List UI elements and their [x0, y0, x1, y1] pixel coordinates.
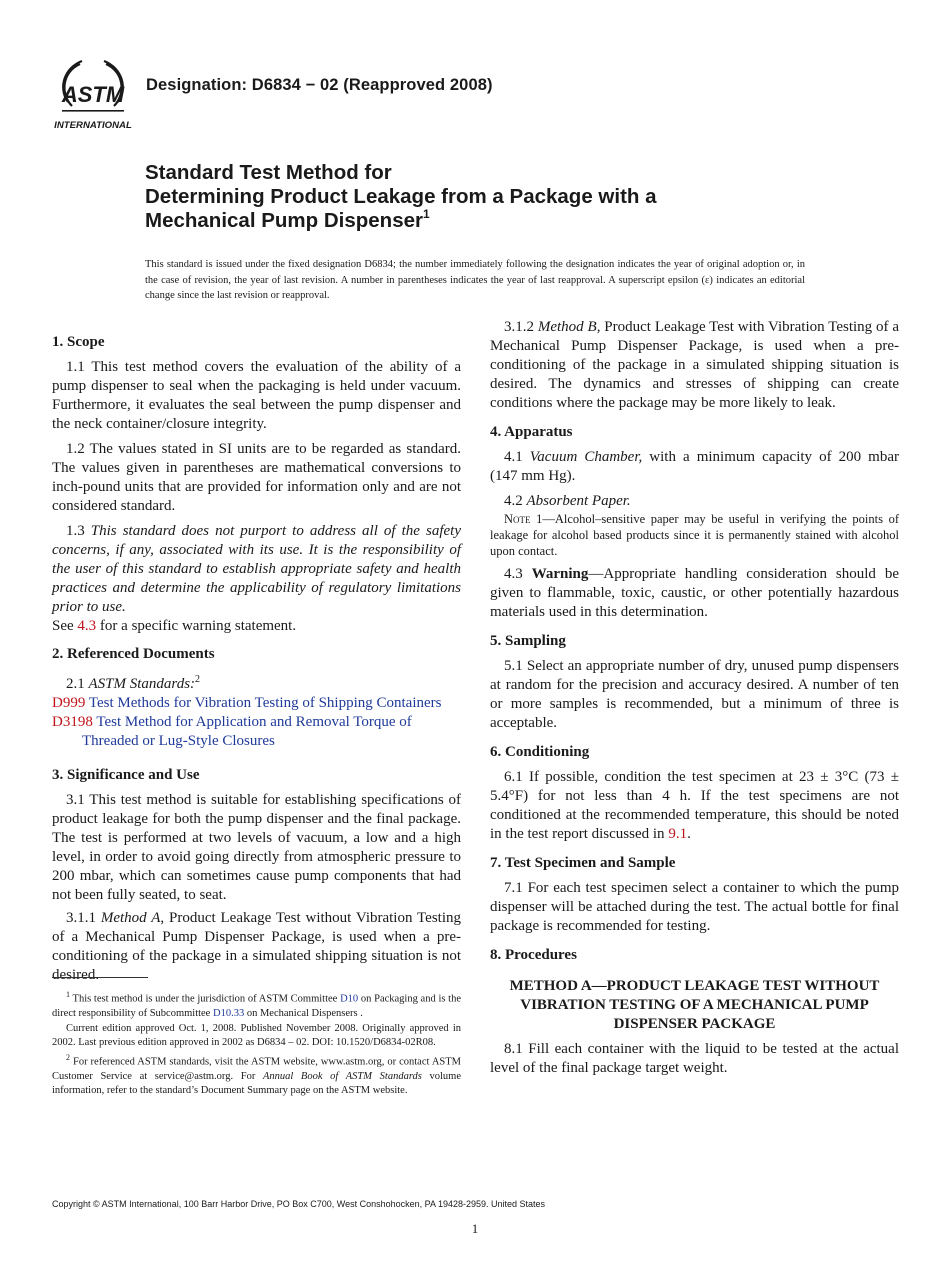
paragraph-3-1-2-method: Method B — [537, 319, 597, 335]
footnote-2-mark: 2 — [66, 1052, 70, 1062]
paragraph-4-3 — [490, 565, 899, 622]
footnote-1 — [52, 988, 461, 1022]
reference-d3198-title[interactable]: Test Method for Application and Removal Torque of Threaded or Lug-Style Closures — [82, 714, 412, 749]
astm-logo — [52, 56, 134, 134]
paragraph-3-1-2-text: , Product Leakage Test with Vibration Testing of a Mechanical Pump Dispenser Package, is used when a pre-conditioning of the package in a simulated shipping situation is desired. The dynamics and stresses of shipping can create conditions where the package may be more likely to leak. — [490, 319, 900, 411]
paragraph-4-3-num: 4.3 — [504, 566, 532, 582]
title-line-1: Standard Test Method for — [145, 161, 392, 184]
reference-d3198-code[interactable]: D3198 — [52, 714, 93, 730]
footnote-2 — [52, 1051, 461, 1099]
warning-reference-pre: See — [52, 618, 78, 634]
section-heading-procedures: 8. Procedures — [490, 947, 577, 963]
paragraph-3-1: 3.1 This test method is suitable for establishing specifications of product leakage for both the pump dispenser and the final package. The test is performed at two levels of vacuum, a low and a high level, in order to avoid going directly from atmospheric pressure to 200 mbar, which can sometimes cause pump components that had not been fully seated, to seat. — [52, 792, 461, 903]
astm-logo-graphic — [52, 56, 134, 134]
section-heading-conditioning: 6. Conditioning — [490, 744, 590, 760]
vacuum-chamber-term: Vacuum Chamber, — [529, 449, 643, 465]
logo-text-top: ASTM — [61, 82, 125, 107]
paragraph-3-1-1 — [52, 909, 461, 985]
reference-d999-title[interactable]: Test Methods for Vibration Testing of Shipping Containers — [88, 695, 442, 711]
footnote-2-text-b: volume information, refer to the standard’s Document Summary page on the ASTM website. — [52, 1070, 461, 1096]
paragraph-4-1-num: 4.1 — [504, 449, 530, 465]
footnote-mark-2: 2 — [195, 674, 201, 685]
copyright-notice: Copyright © ASTM International, 100 Barr Harbor Drive, PO Box C700, West Conshohocken, PA 19428-2959. United States — [52, 1199, 546, 1209]
footnotes — [52, 988, 461, 1099]
paragraph-3-1-1-num: 3.1.1 — [66, 910, 101, 926]
reference-d999-code[interactable]: D999 — [52, 695, 86, 711]
section-heading-sampling: 5. Sampling — [490, 633, 566, 649]
paragraph-2-1-num: 2.1 — [66, 676, 89, 692]
section-heading-apparatus: 4. Apparatus — [490, 424, 573, 440]
logo-text-bottom: INTERNATIONAL — [54, 120, 132, 131]
paragraph-2-1 — [52, 670, 461, 694]
paragraph-4-2 — [490, 492, 899, 511]
paragraph-4-1-text: with a minimum capacity of 200 mbar (147 mm Hg). — [490, 449, 899, 484]
paragraph-1-3-caveat: This standard does not purport to address all of the safety concerns, if any, associated with its use. It is the responsibility of the user of this standard to establish appropriate safety and health practices and determine the applicability of regulatory limitations prior to use. — [52, 523, 461, 615]
title-line-3 — [145, 209, 865, 233]
section-heading-test-specimen: 7. Test Specimen and Sample — [490, 855, 676, 871]
right-column — [490, 314, 899, 1078]
reference-d999[interactable] — [52, 694, 461, 713]
footnote-1-text-c: on Mechanical Dispensers . — [244, 1008, 363, 1019]
left-column — [52, 333, 461, 985]
note-1 — [490, 511, 899, 559]
paragraph-4-1 — [490, 448, 899, 486]
link-committee-d10[interactable]: D10 — [340, 993, 359, 1005]
warning-label: Warning — [531, 566, 589, 582]
note-label: Note — [504, 512, 531, 526]
footnote-1-mark: 1 — [66, 990, 70, 999]
paragraph-1-3 — [52, 522, 461, 617]
reference-d3198[interactable] — [52, 713, 461, 751]
paragraph-7-1: 7.1 For each test specimen select a container to which the pump dispenser will be attached during the test. The actual bottle for final package is recommended for testing. — [490, 880, 899, 934]
paragraph-3-1-1-text: , Product Leakage Test without Vibration Testing of a Mechanical Pump Dispenser Package, is used when a pre-conditioning of the package in a simulated shipping situation is not desired. — [52, 910, 461, 983]
paragraph-6-1-text: 6.1 If possible, condition the test specimen at 23 ± 3°C (73 ± 5.4°F) for not less than 4 h. If the test specimens are not conditioned at the recommended temperature, this should be noted in the test report discussed in — [490, 769, 899, 842]
footnote-2-italic: Annual Book of ASTM Standards — [262, 1070, 422, 1082]
paragraph-4-2-num: 4.2 — [504, 493, 527, 509]
section-heading-referenced-documents: 2. Referenced Documents — [52, 646, 215, 662]
note-1-text: 1—Alcohol–sensitive paper may be useful in verifying the points of leakage for alcohol based products since it is permanently stained with alcohol upon contact. — [490, 512, 899, 558]
section-heading-scope: 1. Scope — [52, 334, 105, 350]
title-line-3-text: Mechanical Pump Dispenser — [145, 209, 423, 232]
link-section-4-3[interactable]: 4.3 — [77, 618, 97, 634]
link-section-9-1[interactable]: 9.1 — [668, 826, 688, 842]
paragraph-4-3-text: —Appropriate handling consideration should be given to flammable, toxic, caustic, or other potentially hazardous materials used in this determination. — [490, 566, 900, 620]
designation: Designation: D6834 − 02 (Reapproved 2008) — [146, 76, 493, 94]
footnote-divider — [52, 977, 148, 978]
footnote-1-text-a: This test method is under the jurisdiction of ASTM Committee — [70, 993, 341, 1005]
paragraph-8-1: 8.1 Fill each container with the liquid to be tested at the actual level of the final package target weight. — [490, 1041, 899, 1076]
paragraph-1-2: 1.2 The values stated in SI units are to be regarded as standard. The values given in parentheses are mathematical conversions to inch-pound units that are provided for information only and are not considered standard. — [52, 441, 461, 514]
paragraph-3-1-2 — [490, 318, 899, 413]
paragraph-1-1: 1.1 This test method covers the evaluation of the ability of a pump dispenser to seal when the packaging is held under vacuum. Furthermore, it evaluates the seal between the pump dispenser and the neck container/closure integrity. — [52, 359, 461, 432]
document-title — [145, 161, 865, 233]
section-heading-significance: 3. Significance and Use — [52, 767, 200, 783]
page-number: 1 — [471, 1221, 479, 1236]
issued-note: This standard is issued under the fixed designation D6834; the number immediately following the designation indicates the year of original adoption or, in the case of revision, the year of last revision. A number in parentheses indicates the year of last reapproval. A superscript epsilon (ε) indicates an editorial change since the last revision or reapproval. — [145, 259, 805, 301]
paragraph-6-1-end: . — [687, 826, 691, 842]
title-footnote-mark: 1 — [422, 207, 430, 221]
absorbent-paper-term: Absorbent Paper. — [526, 493, 631, 509]
footnote-edition: Current edition approved Oct. 1, 2008. Published November 2008. Originally approved in 2002. Last previous edition approved in 2002 as D6834 – 02. DOI: 10.1520/D6834-02R08. — [52, 1022, 461, 1048]
paragraph-6-1 — [490, 768, 899, 844]
paragraph-3-1-1-method: Method A — [100, 910, 161, 926]
paragraph-1-3-num: 1.3 — [66, 523, 91, 539]
warning-reference-post: for a specific warning statement. — [96, 618, 297, 634]
method-a-heading: METHOD A—PRODUCT LEAKAGE TEST WITHOUT VIBRATION TESTING OF A MECHANICAL PUMP DISPENSER PACKAGE — [509, 978, 880, 1032]
paragraph-5-1: 5.1 Select an appropriate number of dry, unused pump dispensers at random for the precision and accuracy desired. A number of ten or more samples is recommended, but a minimum of three is acceptable. — [490, 658, 899, 731]
footnote-2-text-a: For referenced ASTM standards, visit the ASTM website, www.astm.org, or contact ASTM Customer Service at service@astm.org. For — [52, 1056, 461, 1082]
title-line-2: Determining Product Leakage from a Package with a — [145, 185, 657, 208]
link-subcommittee-d10-33[interactable]: D10.33 — [212, 1008, 245, 1019]
paragraph-3-1-2-num: 3.1.2 — [504, 319, 538, 335]
astm-standards-label: ASTM Standards: — [88, 676, 196, 692]
warning-reference — [52, 617, 461, 636]
footnote-1-text-b: on Packaging and is the direct responsibility of Subcommittee — [52, 993, 461, 1019]
